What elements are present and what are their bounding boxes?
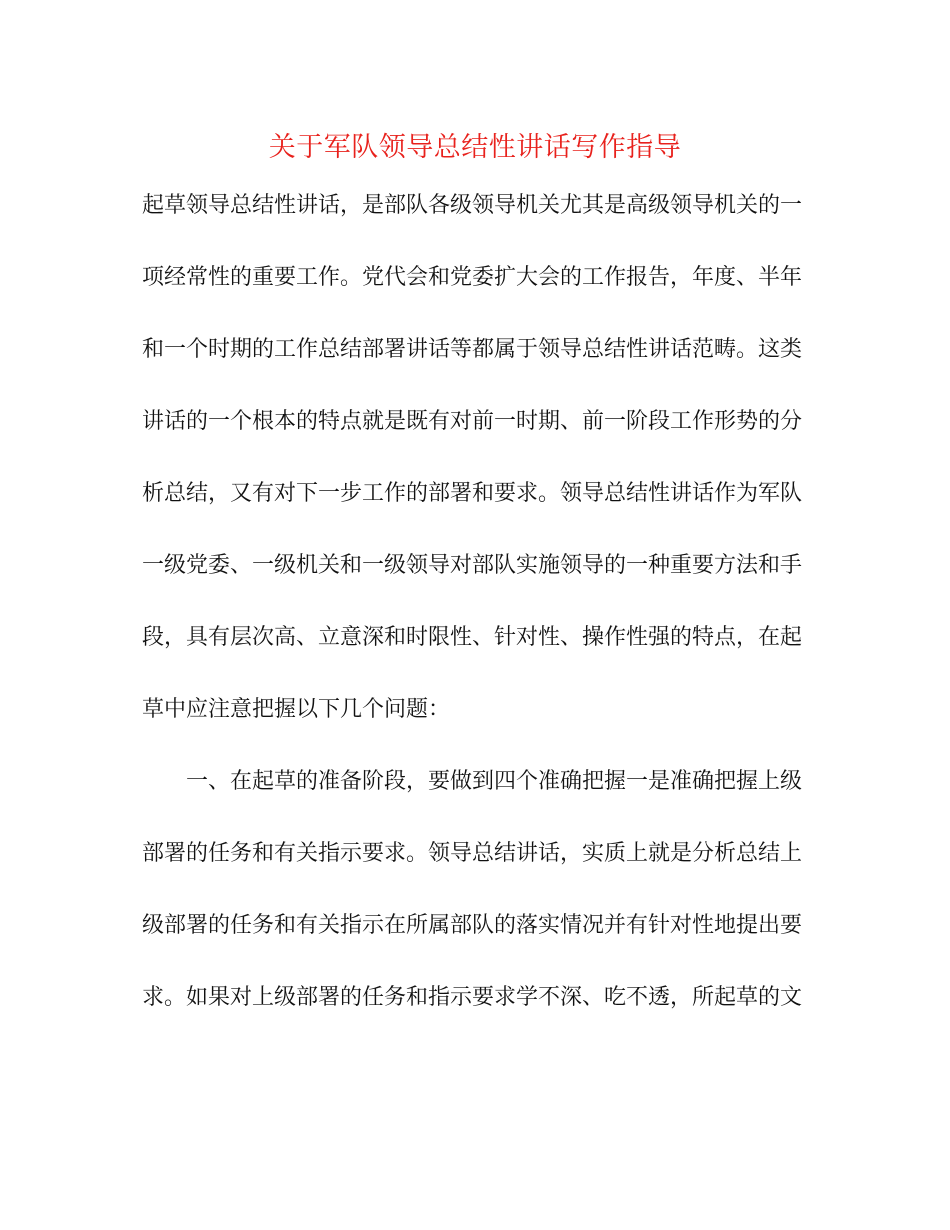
body-line: 一、在起草的准备阶段，要做到四个准确把握一是准确把握上级 — [186, 769, 803, 794]
body-line: 一级党委、一级机关和一级领导对部队实施领导的一种重要方法和手 — [142, 553, 803, 578]
body-line: 项经常性的重要工作。党代会和党委扩大会的工作报告，年度、半年 — [142, 265, 803, 290]
body-line: 求。如果对上级部署的任务和指示要求学不深、吃不透，所起草的文 — [142, 985, 803, 1010]
body-line: 草中应注意把握以下几个问题： — [142, 697, 451, 722]
body-line: 析总结，又有对下一步工作的部署和要求。领导总结性讲话作为军队 — [142, 481, 803, 506]
body-line: 级部署的任务和有关指示在所属部队的落实情况并有针对性地提出要 — [142, 913, 803, 938]
body-line: 部署的任务和有关指示要求。领导总结讲话，实质上就是分析总结上 — [142, 841, 803, 866]
document-body — [142, 184, 803, 1048]
body-line: 起草领导总结性讲话，是部队各级领导机关尤其是高级领导机关的一 — [142, 193, 803, 218]
body-line: 讲话的一个根本的特点就是既有对前一时期、前一阶段工作形势的分 — [142, 409, 803, 434]
body-line: 段，具有层次高、立意深和时限性、针对性、操作性强的特点，在起 — [142, 625, 803, 650]
body-line: 和一个时期的工作总结部署讲话等都属于领导总结性讲话范畴。这类 — [142, 337, 803, 362]
document-title: 关于军队领导总结性讲话写作指导 — [268, 132, 682, 163]
